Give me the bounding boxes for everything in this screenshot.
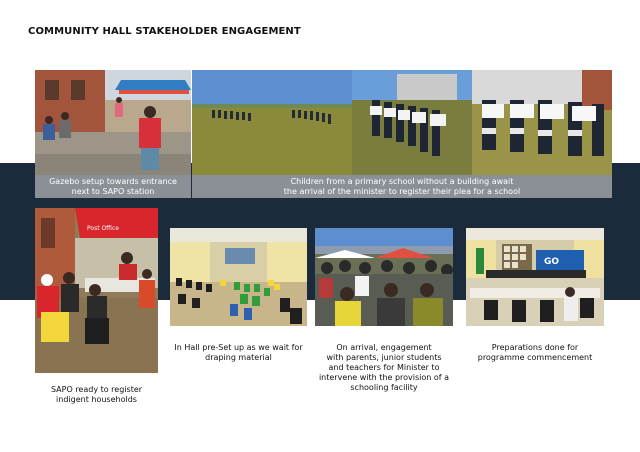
caption-preparations-line1: Preparations done for — [491, 343, 579, 352]
caption-hall — [160, 343, 317, 363]
caption-engagement — [308, 343, 460, 393]
caption-preparations-line2: programme commencement — [477, 353, 593, 362]
caption-sapo — [35, 385, 158, 405]
stage-banner-text: GO — [544, 257, 560, 267]
caption-sapo-line1: SAPO ready to register — [50, 385, 143, 394]
photo-engagement — [315, 228, 453, 326]
photo-sapo-registration — [35, 208, 158, 373]
caption-preparations — [466, 343, 604, 363]
caption-hall-line2: draping material — [205, 353, 272, 362]
caption-engagement-line1: On arrival, engagement — [336, 343, 432, 352]
caption-engagement-line5: schooling facility — [350, 383, 418, 392]
caption-gazebo — [35, 175, 191, 198]
photo-preparations — [466, 228, 604, 326]
caption-children — [192, 175, 612, 198]
caption-sapo-line2: indigent households — [56, 395, 137, 404]
caption-children-line1: Children from a primary school without a building await — [290, 176, 514, 186]
photo-children-waiting — [192, 70, 612, 175]
caption-hall-line1: In Hall pre-Set up as we wait for — [174, 343, 303, 352]
caption-engagement-line3: and teachers for Minister to — [328, 363, 440, 372]
tent-brand-text: Post Office — [87, 225, 119, 232]
photo-gazebo-setup — [35, 70, 191, 175]
photo-hall-preset — [170, 228, 307, 326]
caption-children-line2: the arrival of the minister to register their plea for a school — [283, 186, 521, 196]
caption-gazebo-line1: Gazebo setup towards entrance — [49, 176, 177, 186]
page-title: COMMUNITY HALL STAKEHOLDER ENGAGEMENT — [28, 26, 301, 37]
caption-engagement-line4: intervene with the provision of a — [318, 373, 450, 382]
caption-gazebo-line2: next to SAPO station — [71, 186, 155, 196]
caption-engagement-line2: with parents, junior students — [326, 353, 442, 362]
